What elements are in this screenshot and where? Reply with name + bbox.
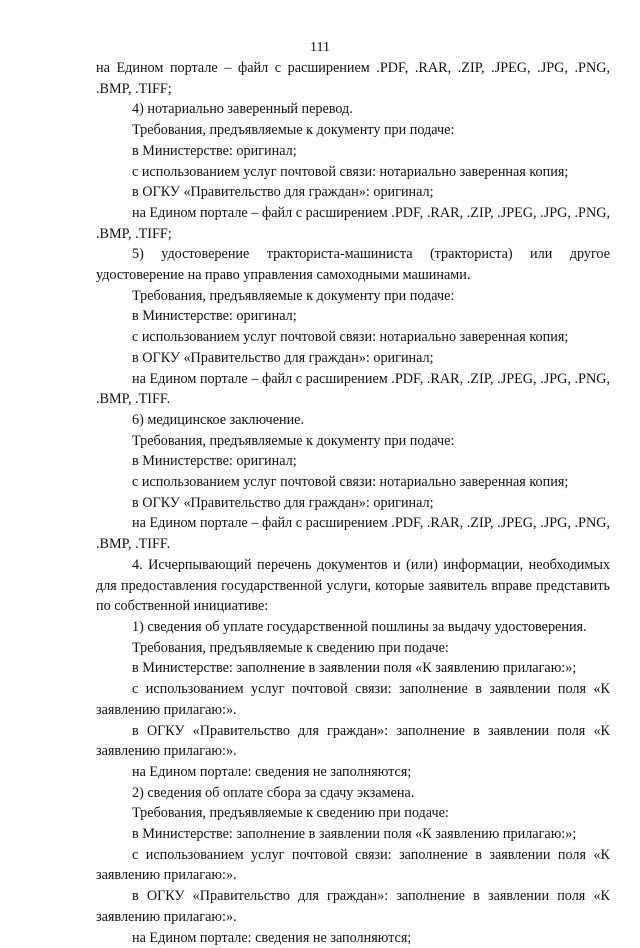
paragraph: в ОГКУ «Правительство для граждан»: заполнение в заявлении поля «К заявлению прилагаю:». xyxy=(96,888,610,925)
paragraph: Требования, предъявляемые к сведению при подаче: xyxy=(132,639,449,656)
paragraph: Требования, предъявляемые к сведению при подаче: xyxy=(132,805,449,822)
paragraph: в Министерстве: заполнение в заявлении поля «К заявлению прилагаю:»; xyxy=(132,826,577,843)
paragraph: 4) нотариально заверенный перевод. xyxy=(132,101,353,118)
paragraph: на Едином портале – файл с расширением .PDF, .RAR, .ZIP, .JPEG, .JPG, .PNG, .BMP, .TIFF. xyxy=(96,515,610,553)
paragraph: Требования, предъявляемые к документу при подаче: xyxy=(132,287,455,304)
paragraph: в ОГКУ «Правительство для граждан»: оригинал; xyxy=(132,184,434,201)
paragraph: на Едином портале: сведения не заполняются; xyxy=(132,763,412,780)
paragraph: на Едином портале – файл с расширением .PDF, .RAR, .ZIP, .JPEG, .JPG, .PNG, .BMP, .TIFF. xyxy=(96,370,610,408)
paragraph: в Министерстве: оригинал; xyxy=(132,308,297,325)
paragraph: в ОГКУ «Правительство для граждан»: оригинал; xyxy=(132,349,434,366)
paragraph: на Едином портале: сведения не заполняются; xyxy=(132,929,412,946)
paragraph: в ОГКУ «Правительство для граждан»: заполнение в заявлении поля «К заявлению прилагаю:». xyxy=(96,722,610,760)
paragraph: на Едином портале – файл с расширением .PDF, .RAR, .ZIP, .JPEG, .JPG, .PNG, .BMP, .TIFF; xyxy=(96,60,610,97)
paragraph: 4. Исчерпывающий перечень документов и (или) информации, необходимых для предоставления государственной услуги, которые заявитель вправе представить по собственной инициативе: xyxy=(96,556,610,615)
paragraph: в Министерстве: оригинал; xyxy=(132,142,297,159)
paragraph: в ОГКУ «Правительство для граждан»: оригинал; xyxy=(132,494,434,511)
paragraph: с использованием услуг почтовой связи: нотариально заверенная копия; xyxy=(132,474,569,491)
paragraph: Требования, предъявляемые к документу при подаче: xyxy=(132,432,455,449)
page-number: 111 xyxy=(310,40,330,55)
paragraph: с использованием услуг почтовой связи: нотариально заверенная копия; xyxy=(132,163,569,180)
paragraph: 5) удостоверение тракториста-машиниста (тракториста) или другое удостоверение на право управления самоходными машинами. xyxy=(96,246,610,284)
paragraph: с использованием услуг почтовой связи: заполнение в заявлении поля «К заявлению прилагаю:». xyxy=(96,846,610,884)
document-body xyxy=(96,58,610,948)
paragraph: 6) медицинское заключение. xyxy=(132,411,305,428)
paragraph: с использованием услуг почтовой связи: нотариально заверенная копия; xyxy=(132,329,569,346)
paragraph: с использованием услуг почтовой связи: заполнение в заявлении поля «К заявлению прилагаю:». xyxy=(96,681,610,718)
paragraph: на Едином портале – файл с расширением .PDF, .RAR, .ZIP, .JPEG, .JPG, .PNG, .BMP, .TIFF; xyxy=(96,204,610,242)
paragraph: 2) сведения об оплате сбора за сдачу экзамена. xyxy=(132,784,415,801)
paragraph: Требования, предъявляемые к документу при подаче: xyxy=(132,122,455,139)
paragraph: 1) сведения об уплате государственной пошлины за выдачу удостоверения. xyxy=(132,618,587,635)
paragraph: в Министерстве: оригинал; xyxy=(132,453,297,470)
paragraph: в Министерстве: заполнение в заявлении поля «К заявлению прилагаю:»; xyxy=(132,660,577,677)
